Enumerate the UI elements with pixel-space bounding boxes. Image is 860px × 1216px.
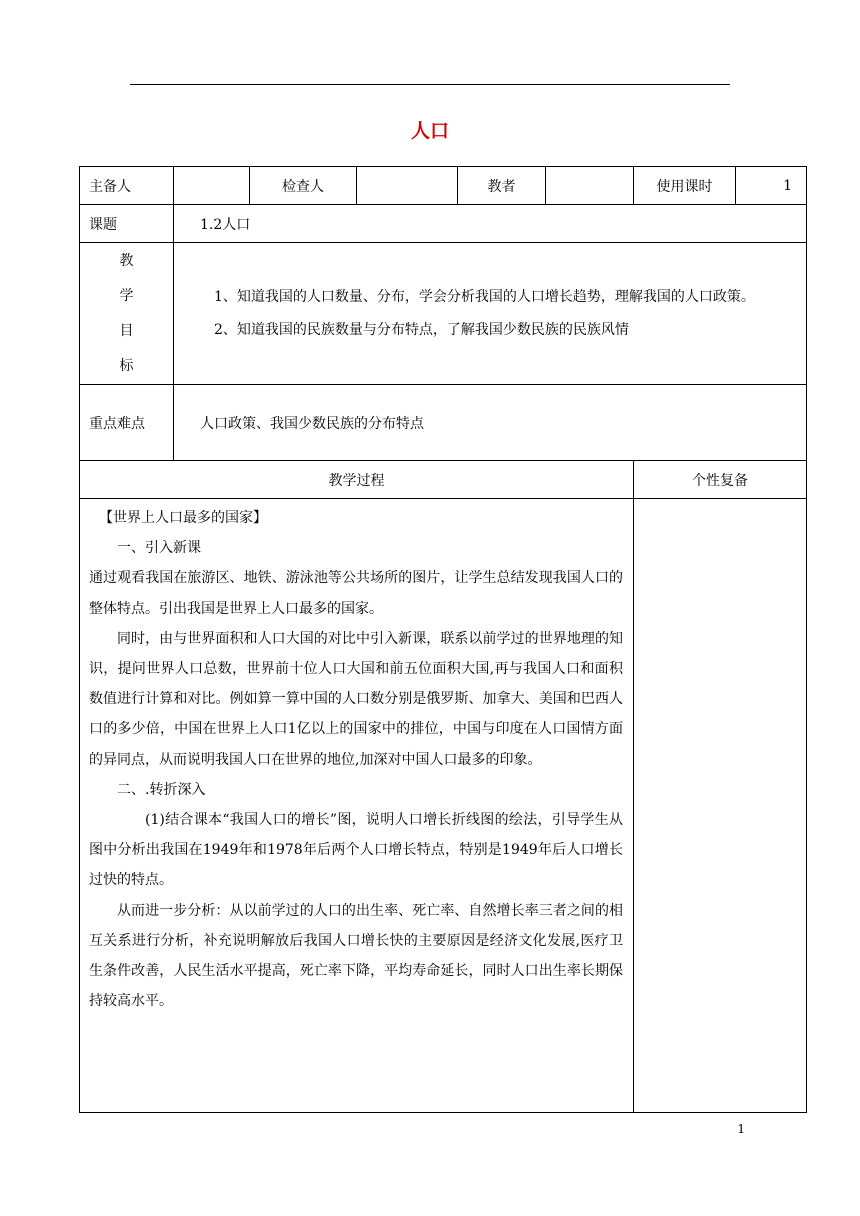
part2-paragraph: (1)结合课本“我国人口的增长”图，说明人口增长折线图的绘法，引导学生从图中分析出我国在1949年和1978年后两个人口增长特点，特别是1949年后人口增长过快的特点。 <box>89 812 623 889</box>
goals-content <box>174 243 807 385</box>
personal-notes <box>634 499 807 1113</box>
topic-label: 课题 <box>80 205 174 243</box>
goal-item: 2、知道我国的民族数量与分布特点，了解我国少数民族的民族风情 <box>214 321 629 338</box>
lesson-plan-table <box>79 166 807 1113</box>
key-points-label: 重点难点 <box>80 385 174 461</box>
process-header-row <box>80 461 807 499</box>
teacher-label: 教者 <box>458 167 546 205</box>
topic-row <box>80 205 807 243</box>
hours-value: 1 <box>736 167 807 205</box>
key-points-row <box>80 385 807 461</box>
section-title: 【世界上人口最多的国家】 <box>99 510 267 526</box>
goals-label-char: 目 <box>119 322 134 339</box>
part1-heading: 一、引入新课 <box>117 540 201 557</box>
process-content <box>80 499 634 1113</box>
goal-item: 1、知道我国的人口数量、分布，学会分析我国的人口增长趋势，理解我国的人口政策。 <box>214 288 755 305</box>
checker-value <box>357 167 458 205</box>
part1-paragraph: 同时，由与世界面积和人口大国的对比中引入新课，联系以前学过的世界地理的知识，提问世界人口总数，世界前十位人口大国和前五位面积大国,再与我国人口和面积数值进行计算和对比。例如算一算中国的人口数分别是俄罗斯、加拿大、美国和巴西人口的多少倍，中国在世界上人口1亿以上的国家中的排位，中国与印度在人口国情方面的异同点，从而说明我国人口在世界的地位,加深对中国人口最多的印象。 <box>89 630 623 768</box>
process-header-left: 教学过程 <box>80 461 634 499</box>
checker-label: 检查人 <box>250 167 357 205</box>
meta-row <box>80 167 807 205</box>
goals-label-char: 教 <box>119 252 134 269</box>
process-row <box>80 499 807 1113</box>
part2-heading: 二、.转折深入 <box>117 781 206 798</box>
preparer-label: 主备人 <box>80 167 174 205</box>
goals-row <box>80 243 807 385</box>
header-rule <box>130 84 730 85</box>
document-title: 人口 <box>410 120 449 142</box>
preparer-value <box>174 167 250 205</box>
part1-paragraph: 通过观看我国在旅游区、地铁、游泳池等公共场所的图片，让学生总结发现我国人口的整体特点。引出我国是世界上人口最多的国家。 <box>89 570 623 617</box>
teacher-value <box>546 167 634 205</box>
key-points-value: 人口政策、我国少数民族的分布特点 <box>174 385 807 461</box>
hours-label: 使用课时 <box>634 167 736 205</box>
goals-label <box>80 243 174 385</box>
goals-label-char: 标 <box>119 357 134 374</box>
goals-label-char: 学 <box>119 287 134 304</box>
page-number: 1 <box>737 1122 745 1136</box>
process-header-right: 个性复备 <box>634 461 807 499</box>
topic-value: 1.2人口 <box>174 205 807 243</box>
part2-paragraph: 从而进一步分析：从以前学过的人口的出生率、死亡率、自然增长率三者之间的相互关系进行分析，补充说明解放后我国人口增长快的主要原因是经济文化发展,医疗卫生条件改善，人民生活水平提高，死亡率下降，平均寿命延长，同时人口出生率长期保持较高水平。 <box>89 902 623 1010</box>
